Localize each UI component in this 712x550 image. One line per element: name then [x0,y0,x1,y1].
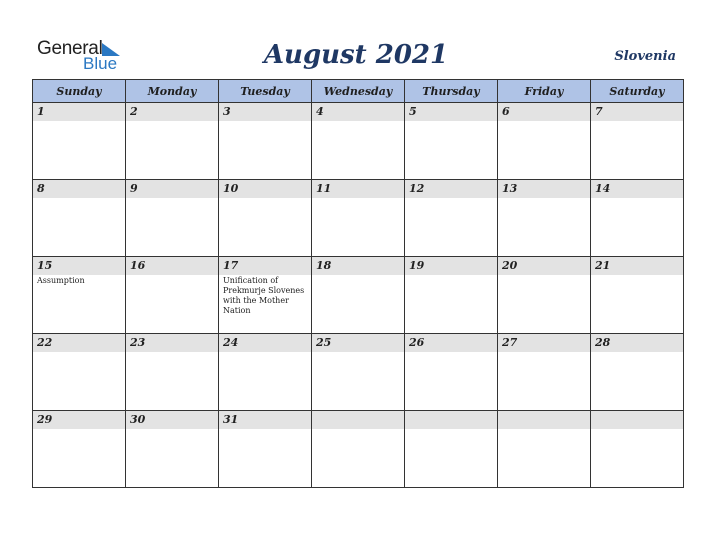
day-number: 20 [498,257,590,275]
day-number: 31 [219,411,311,429]
day-number: 7 [591,103,683,121]
day-number: 30 [126,411,218,429]
weekday-saturday: Saturday [591,80,684,103]
day-number: 21 [591,257,683,275]
calendar-day-cell [219,257,312,334]
calendar-day-cell [33,180,126,257]
calendar-day-cell [126,257,219,334]
calendar-day-cell [219,411,312,488]
day-number [591,411,683,429]
day-number: 16 [126,257,218,275]
calendar-day-cell [591,257,684,334]
calendar-day-cell [219,180,312,257]
calendar-day-cell [405,334,498,411]
day-number: 29 [33,411,125,429]
calendar-day-cell [33,257,126,334]
calendar-day-cell [591,103,684,180]
holiday-label: Unification of Prekmurje Slovenes with the Mother Nation [223,276,305,315]
calendar-day-cell [126,411,219,488]
calendar-day-cell [312,411,405,488]
weekday-monday: Monday [126,80,219,103]
calendar-title: August 2021 [263,40,449,70]
calendar-day-cell [312,257,405,334]
calendar-day-cell [33,103,126,180]
calendar-day-cell [591,180,684,257]
calendar-week-row [33,180,684,257]
calendar-day-cell [219,334,312,411]
calendar-week-row [33,334,684,411]
calendar-day-cell [33,334,126,411]
holiday-label: Assumption [37,276,85,285]
day-number: 24 [219,334,311,352]
day-number: 27 [498,334,590,352]
calendar-day-cell [591,411,684,488]
calendar-day-cell [498,257,591,334]
day-number: 10 [219,180,311,198]
day-number: 19 [405,257,497,275]
calendar-day-cell [33,411,126,488]
calendar-day-cell [498,180,591,257]
calendar-day-cell [498,411,591,488]
day-number: 14 [591,180,683,198]
calendar-day-cell [312,334,405,411]
calendar-day-cell [405,411,498,488]
calendar-week-row [33,103,684,180]
day-number: 17 [219,257,311,275]
day-number: 28 [591,334,683,352]
day-number: 11 [312,180,404,198]
weekday-friday: Friday [498,80,591,103]
calendar-week-row [33,411,684,488]
day-number: 13 [498,180,590,198]
day-number: 22 [33,334,125,352]
calendar-grid [32,79,684,488]
day-number: 26 [405,334,497,352]
calendar-day-cell [591,334,684,411]
calendar-day-cell [312,103,405,180]
weekday-thursday: Thursday [405,80,498,103]
day-number: 5 [405,103,497,121]
day-number [312,411,404,429]
logo-blue-text: Blue [83,54,118,73]
weekday-tuesday: Tuesday [219,80,312,103]
day-number: 9 [126,180,218,198]
weekday-header-row [33,80,684,103]
calendar-day-cell [498,334,591,411]
day-number: 1 [33,103,125,121]
calendar-day-cell [219,103,312,180]
day-number: 8 [33,180,125,198]
calendar-day-cell [312,180,405,257]
country-label: Slovenia [614,49,676,64]
day-number: 2 [126,103,218,121]
day-number: 6 [498,103,590,121]
calendar-week-row [33,257,684,334]
logo-general-text: General [37,38,103,59]
day-number: 15 [33,257,125,275]
calendar-day-cell [405,103,498,180]
day-number: 3 [219,103,311,121]
calendar-day-cell [498,103,591,180]
calendar-body [33,103,684,488]
calendar-day-cell [126,180,219,257]
calendar-day-cell [405,257,498,334]
day-number: 4 [312,103,404,121]
day-number [405,411,497,429]
weekday-sunday: Sunday [33,80,126,103]
calendar-day-cell [405,180,498,257]
day-number: 18 [312,257,404,275]
day-number: 23 [126,334,218,352]
day-number: 12 [405,180,497,198]
calendar-day-cell [126,334,219,411]
weekday-wednesday: Wednesday [312,80,405,103]
day-number: 25 [312,334,404,352]
day-number [498,411,590,429]
calendar-day-cell [126,103,219,180]
